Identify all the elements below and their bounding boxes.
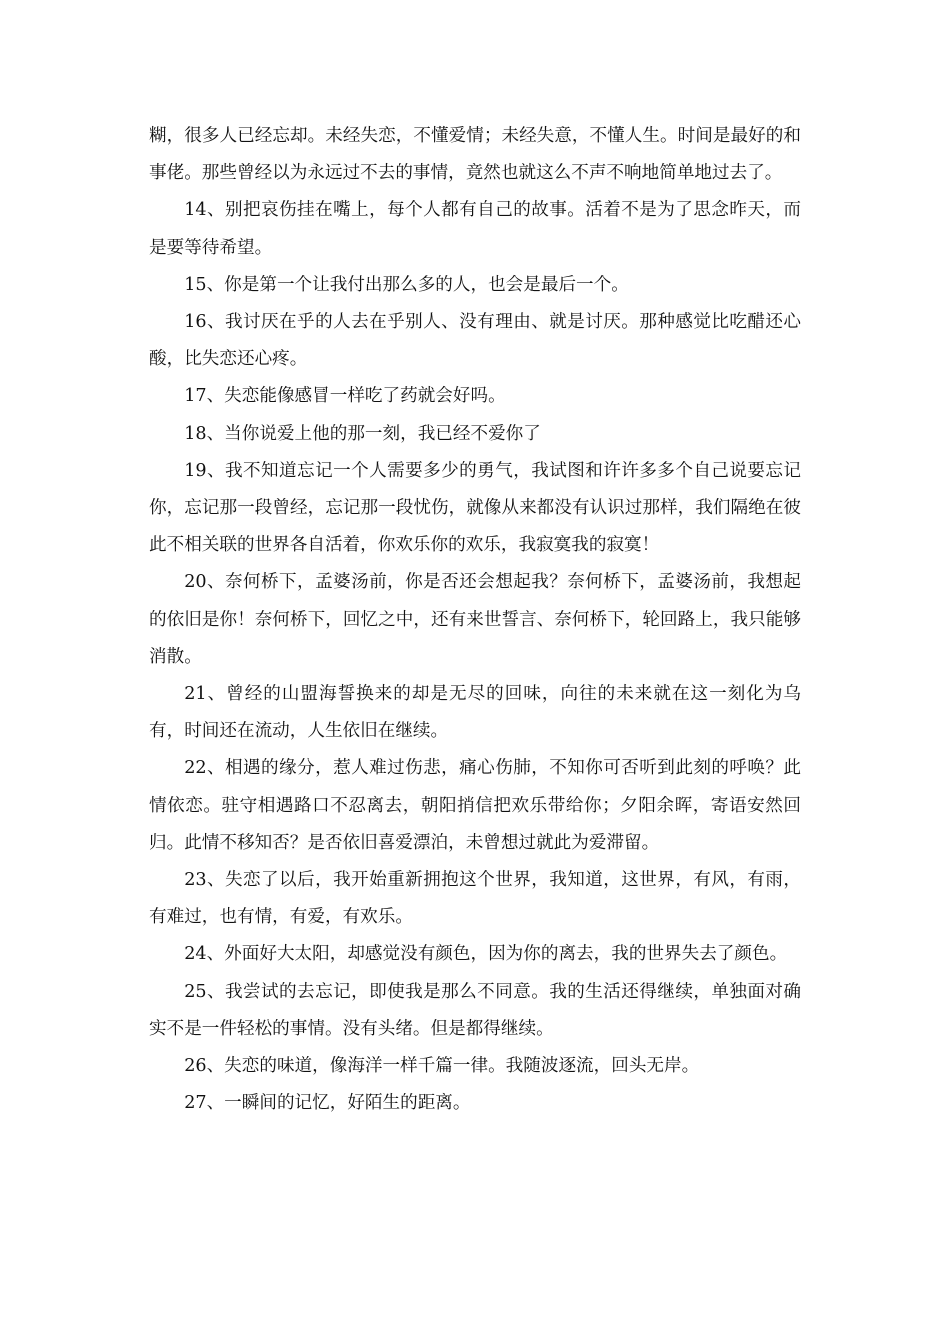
document-body [149, 118, 801, 1122]
paragraph-21: 21、曾经的山盟海誓换来的却是无尽的回味，向往的未来就在这一刻化为乌有，时间还在流动，人生依旧在继续。 [149, 684, 801, 742]
paragraph-15: 15、你是第一个让我付出那么多的人，也会是最后一个。 [184, 274, 629, 295]
paragraph-13-continued: 糊，很多人已经忘却。未经失恋，不懂爱情；未经失意，不懂人生。时间是最好的和事佬。那些曾经以为永远过不去的事情，竟然也就这么不声不响地简单地过去了。 [149, 126, 801, 184]
paragraph-27: 27、一瞬间的记忆，好陌生的距离。 [184, 1093, 471, 1114]
paragraph-22: 22、相遇的缘分，惹人难过伤悲，痛心伤肺，不知你可否听到此刻的呼唤？此情依恋。驻守相遇路口不忍离去，朝阳捎信把欢乐带给你；夕阳余晖，寄语安然回归。此情不移知否？是否依旧喜爱漂泊，未曾想过就此为爱滞留。 [149, 758, 801, 853]
paragraph-25: 25、我尝试的去忘记，即使我是那么不同意。我的生活还得继续，单独面对确实不是一件轻松的事情。没有头绪。但是都得继续。 [149, 981, 801, 1039]
paragraph-23: 23、失恋了以后，我开始重新拥抱这个世界，我知道，这世界，有风，有雨，有难过，也有情，有爱，有欢乐。 [149, 870, 801, 928]
paragraph-14: 14、别把哀伤挂在嘴上，每个人都有自己的故事。活着不是为了思念昨天，而是要等待希望。 [149, 200, 801, 258]
paragraph-26: 26、失恋的味道，像海洋一样千篇一律。我随波逐流，回头无岸。 [184, 1056, 700, 1077]
paragraph-16: 16、我讨厌在乎的人去在乎别人、没有理由、就是讨厌。那种感觉比吃醋还心酸，比失恋还心疼。 [149, 312, 801, 370]
paragraph-20: 20、奈何桥下，孟婆汤前，你是否还会想起我？奈何桥下，孟婆汤前，我想起的依旧是你！奈何桥下，回忆之中，还有来世誓言、奈何桥下，轮回路上，我只能够消散。 [149, 572, 801, 667]
paragraph-17: 17、失恋能像感冒一样吃了药就会好吗。 [184, 386, 506, 407]
paragraph-19: 19、我不知道忘记一个人需要多少的勇气，我试图和许许多多个自己说要忘记你，忘记那一段曾经，忘记那一段忧伤，就像从来都没有认识过那样，我们隔绝在彼此不相关联的世界各自活着，你欢乐你的欢乐，我寂寞我的寂寞！ [149, 460, 801, 556]
paragraph-24: 24、外面好大太阳，却感觉没有颜色，因为你的离去，我的世界失去了颜色。 [184, 944, 788, 965]
paragraph-18: 18、当你说爱上他的那一刻，我已经不爱你了 [184, 423, 541, 444]
